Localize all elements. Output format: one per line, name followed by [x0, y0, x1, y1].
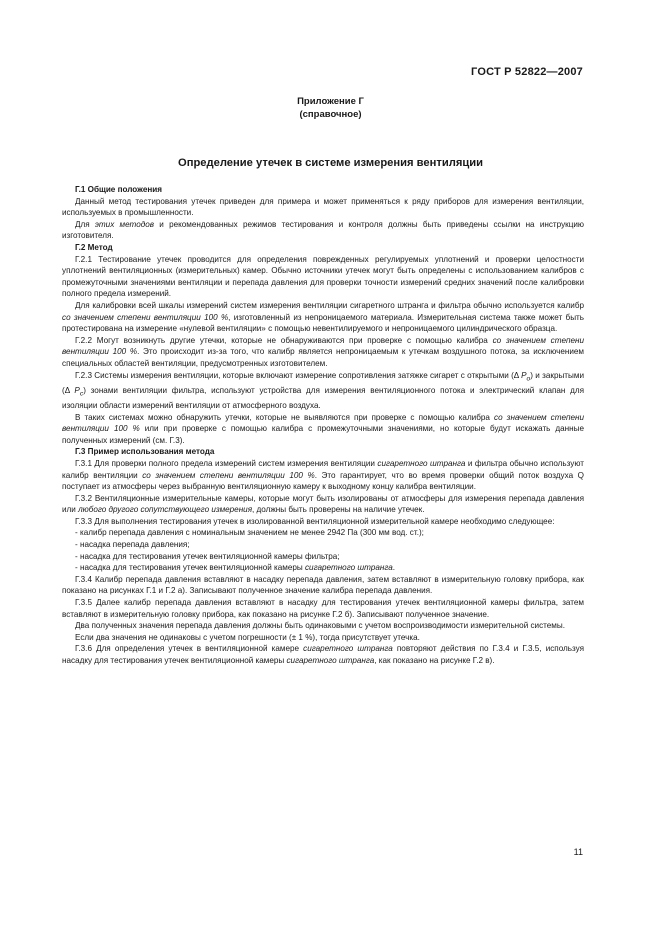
- text-run: , должны быть проверены на наличие утечек.: [252, 505, 425, 515]
- list-item: - калибр перепада давления с номинальным значением не менее 2942 Па (300 мм вод. ст.);: [75, 528, 424, 538]
- paragraph: [62, 219, 584, 242]
- subscript: c: [79, 390, 84, 398]
- text-run: , как показано на рисунке Г.2 в).: [374, 656, 495, 665]
- text-run: и фильтра обычно используют калибр вентиляции: [62, 458, 584, 480]
- italic-run: со значением степени вентиляции 100 %: [62, 335, 585, 357]
- text-run: Для: [75, 219, 95, 229]
- section-heading-g3: Г.3 Пример использования метода: [75, 447, 215, 457]
- text-run: Г.2.2 Могут возникнуть другие утечки, которые не обнаруживаются при проверке с помощью калибра: [75, 335, 493, 345]
- italic-run: сигаретного штранга: [304, 563, 393, 573]
- paragraph-g23: [62, 370, 584, 412]
- appendix-label: Приложение Г: [297, 96, 364, 107]
- text-run: - насадка для тестирования утечек вентиляционной камеры: [75, 563, 305, 573]
- paragraph-g34: Г.3.4 Калибр перепада давления вставляют в насадку перепада давления, затем вставляют в измерительную головку прибора, как показано на рисунках Г.1 и Г.2 а). Записывают полученное значение калибра перепада давления.: [62, 574, 584, 596]
- text-run: Г.3.2 Вентиляционные измерительные камеры, которые могут быть изолированы от атмосферы для измерения перепада давления или: [62, 493, 584, 515]
- text-run: повторяют действия по Г.3.4 и Г.3.5, используя насадку для тестирования утечек вентиляционной камеры: [62, 644, 585, 665]
- text-run: Г.2.3 Системы измерения вентиляции, которые включают измерение сопротивления затяжке сигарет с открытыми (Δ: [75, 370, 522, 380]
- paragraph: Два полученных значения перепада давления должны быть одинаковыми с учетом воспроизводимости измерительной системы.: [75, 621, 565, 631]
- paragraph: [62, 300, 584, 335]
- text-run: и рекомендованных режимов тестирования и контроля должны быть приведены ссылки на инструкцию изготовителя.: [62, 219, 584, 241]
- text-run: ) и закрытыми (Δ: [62, 370, 584, 395]
- text-run: Для калибровки всей шкалы измерений систем измерения вентиляции сигаретного штранга и фильтра обычно используется калибр: [75, 300, 584, 310]
- paragraph-g32: [62, 493, 584, 516]
- appendix-title: Определение утечек в системе измерения вентиляции: [178, 157, 483, 169]
- italic-run: сигаретного штранга: [286, 656, 375, 665]
- section-heading-g1: Г.1 Общие положения: [75, 185, 162, 194]
- italic-run: любого другого сопутствующего измерения: [78, 505, 253, 515]
- appendix-type: (справочное): [299, 109, 362, 120]
- text-run: Г.3.1 Для проверки полного предела измерений систем измерения вентиляции: [75, 458, 378, 468]
- document-body: [62, 184, 584, 667]
- text-run: или при проверке с помощью калибра с промежуточными значениями, но которые будут искажать данные полученных измерений (см. Г.3).: [62, 424, 584, 445]
- section-heading-g2: Г.2 Метод: [75, 242, 113, 252]
- italic-run: P: [521, 370, 527, 380]
- standard-number: ГОСТ Р 52822—2007: [471, 66, 583, 78]
- paragraph: Данный метод тестирования утечек приведен для примера и может применяться к ряду приборов для измерения вентиляции, используемых в промышленности.: [62, 196, 584, 218]
- list-item: - насадка для тестирования утечек вентиляционной камеры фильтра;: [75, 551, 340, 561]
- paragraph: [62, 412, 584, 447]
- appendix-heading: [0, 95, 661, 121]
- text-run: . Это происходит из-за того, что калибр является непроницаемым к утечкам воздушного потока, за исключением специальных областей вентиляции, предусмотренных изготовителем.: [62, 347, 584, 368]
- text-run: . Это гарантирует, что во время проверки общий поток воздуха Q поступает из атмосферы через выбранную вентиляционную камеру к выходному концу калибра вентиляции.: [62, 470, 584, 492]
- italic-run: сигаретного штранга: [303, 644, 393, 654]
- list-item: - насадка перепада давления;: [75, 540, 190, 550]
- paragraph-g33: Г.3.3 Для выполнения тестирования утечек в изолированной вентиляционной измерительной камере необходимо следующее:: [75, 516, 555, 526]
- list-item: [62, 562, 584, 574]
- italic-run: со значением степени вентиляции 100 %: [62, 312, 229, 322]
- paragraph-g36: [62, 643, 584, 666]
- text-run: В таких системах можно обнаружить утечки, которые не выявляются при проверке с помощью калибра: [75, 412, 494, 422]
- page-number: 11: [573, 847, 583, 857]
- italic-run: этих методов: [94, 219, 154, 229]
- paragraph-g31: [62, 458, 584, 493]
- text-run: .: [392, 563, 396, 573]
- paragraph-g22: [62, 335, 584, 370]
- text-run: , изготовленный из непроницаемого материала. Измерительная система также может быть протестирована на измерение «нулевой вентиляции» с помощью невентилируемого и непроницаемого цилиндрического образца.: [62, 312, 585, 334]
- paragraph-g21: Г.2.1 Тестирование утечек проводится для определения поврежденных регулируемых уплотнений и проверки целостности уплотнений вентиляционных (измерительных) камер. Обычно источники утечек могут быть определены с использованием калибров с промежуточными значениями вентиляции и перепада давления для проверки точности измерений средних значений после калибровки полного предела измерений.: [62, 254, 584, 299]
- paragraph: Если два значения не одинаковы с учетом погрешности (± 1 %), тогда присутствует утечка.: [75, 632, 420, 642]
- text-run: ) зонами вентиляции фильтра, используют устройства для измерения вентиляционного потока и электрический клапан для изоляции области измерений вентиляции от атмосферного воздуха.: [62, 385, 584, 410]
- italic-run: со значением степени вентиляции 100 %: [62, 412, 585, 434]
- italic-run: P: [74, 385, 80, 395]
- italic-run: сигаретного штранга: [377, 458, 466, 468]
- subscript: o: [526, 375, 531, 383]
- text-run: Г.3.6 Для определения утечек в вентиляционной камере: [75, 644, 304, 654]
- italic-run: со значением степени вентиляции 100 %: [142, 470, 315, 480]
- paragraph-g35: Г.3.5 Далее калибр перепада давления вставляют в насадку для тестирования утечек вентиляционной камеры фильтра, затем вставляют в измерительную головку прибора, как показано на рисунке Г.2 б). Записывают полученное значение.: [62, 598, 584, 619]
